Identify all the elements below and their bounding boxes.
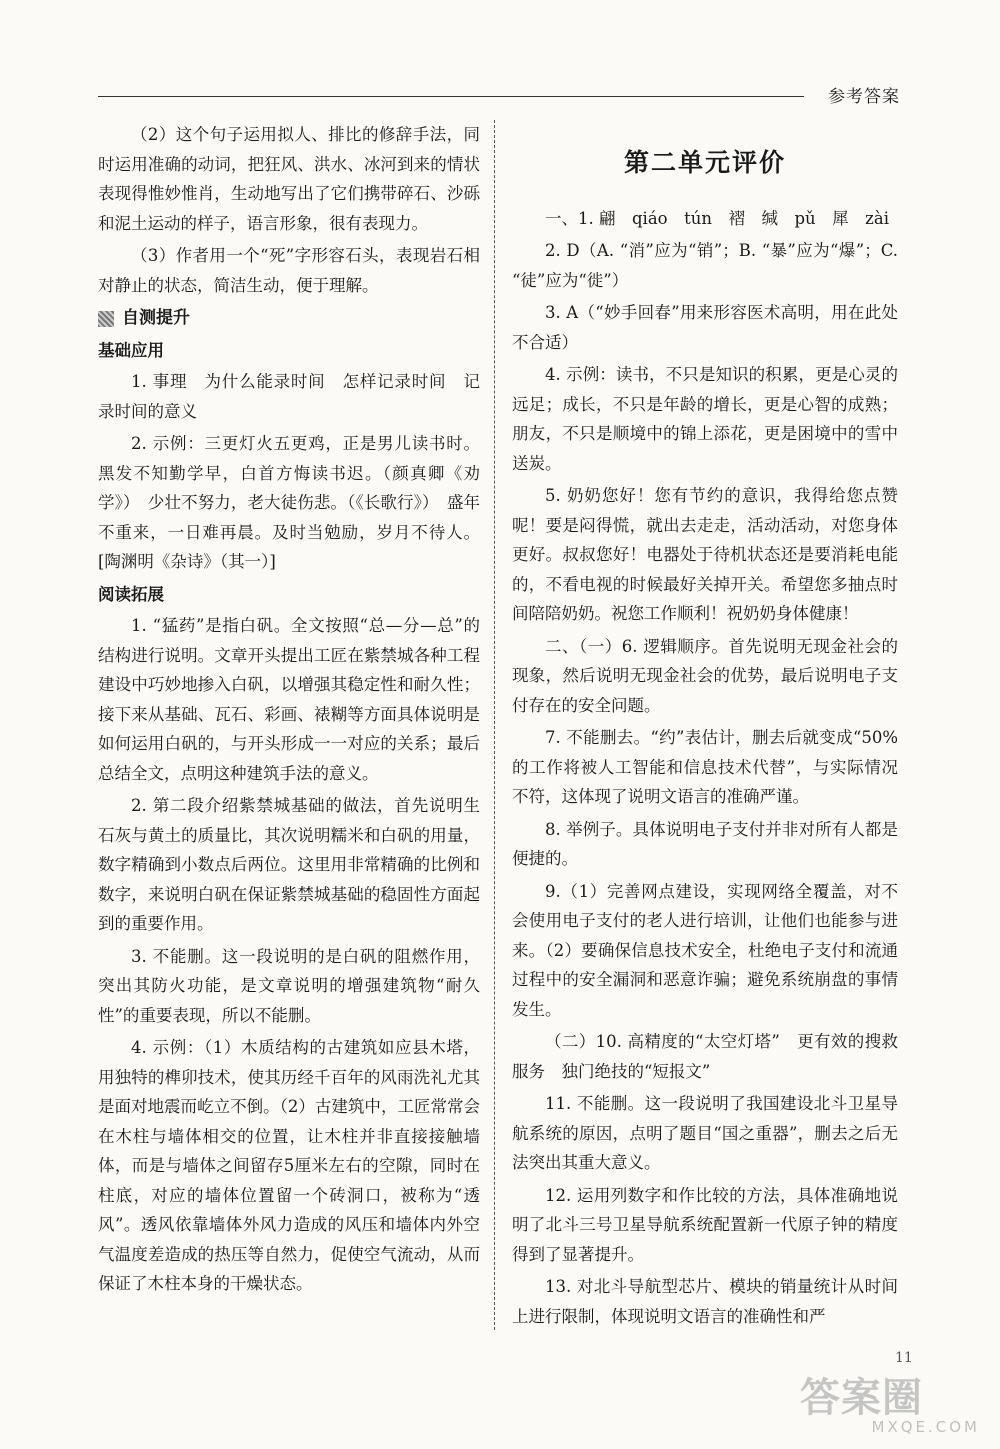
left-column	[98, 120, 480, 1302]
paragraph: 3. 不能删。这一段说明的是白矾的阻燃作用，突出其防火功能，是文章说明的增强建筑物“耐久性”的重要表现，所以不能删。	[98, 946, 480, 1025]
paragraph: 11. 不能删。这一段说明了我国建设北斗卫星导航系统的原因，点明了题目“国之重器”，删去之后无法突出其重大意义。	[512, 1094, 898, 1172]
section-heading	[98, 304, 480, 334]
watermark-main: 答案圈	[800, 1375, 923, 1421]
paragraph: （2）这个句子运用拟人、排比的修辞手法，同时运用准确的动词，把狂风、洪水、冰河到来的情状表现得惟妙惟肖，生动地写出了它们携带碎石、沙砾和泥土运动的样子，语言形象，很有表现力。	[98, 125, 480, 233]
paragraph: 13. 对北斗导航型芯片、模块的销量统计从时间上进行限制，体现说明文语言的准确性和严	[512, 1277, 898, 1326]
paragraph: 2. 第二段介绍紫禁城基础的做法，首先说明生石灰与黄土的质量比，其次说明糯米和白矾的用量，数字精确到小数点后两位。这里用非常精确的比例和数字，来说明白矾在保证紫禁城基础的稳固性方面起到的重要作用。	[98, 796, 480, 933]
paragraph: 二、（一）6. 逻辑顺序。首先说明无现金社会的现象，然后说明无现金社会的优势，最后说明电子支付存在的安全问题。	[512, 636, 898, 715]
column-divider	[494, 120, 495, 1330]
paragraph: 9.（1）完善网点建设，实现网络全覆盖，对不会使用电子支付的老人进行培训，让他们也能参与进来。（2）要确保信息技术安全，杜绝电子支付和流通过程中的安全漏洞和恶意诈骗；避免系统崩盘的事情发生。	[512, 881, 898, 1019]
paragraph: 7. 不能删去。“约”表估计，删去后就变成“50%的工作将被人工智能和信息技术代替”，与实际情况不符，这体现了说明文语言的准确严谨。	[512, 728, 898, 806]
subheading-basic: 基础应用	[98, 340, 164, 360]
header-title: 参考答案	[828, 87, 900, 107]
page-header	[98, 80, 900, 114]
section-heading-label: 自测提升	[122, 308, 190, 328]
page-number: 11	[895, 1350, 913, 1366]
watermark-logo	[800, 1375, 990, 1440]
paragraph: 1. “猛药”是指白矾。全文按照“总—分—总”的结构进行说明。文章开头提出工匠在紫禁城各种工程建设中巧妙地掺入白矾，以增强其稳定性和耐久性；接下来从基础、瓦石、彩画、裱糊等方面具体说明是如何运用白矾的，与开头形成一一对应的关系；最后总结全文，点明这种建筑手法的意义。	[98, 616, 480, 783]
paragraph: （二）10. 高精度的“太空灯塔” 更有效的搜救服务 独门绝技的“短报文”	[512, 1032, 898, 1081]
paragraph: 1. 事理 为什么能录时间 怎样记录时间 记录时间的意义	[98, 372, 480, 421]
paragraph: 12. 运用列数字和作比较的方法，具体准确地说明了北斗三号卫星导航系统配置新一代原子钟的精度得到了显著提升。	[512, 1185, 898, 1264]
right-column	[512, 120, 898, 1334]
subheading-reading: 阅读拓展	[98, 584, 164, 604]
paragraph: 2. 示例：三更灯火五更鸡，正是男儿读书时。黑发不知勤学早，白首方悔读书迟。（颜真卿《劝学》） 少壮不努力，老大徒伤悲。（《长歌行》） 盛年不重来，一日难再晨。及时当勉励，岁月不待人。[陶渊明《杂诗》（其一）]	[98, 434, 480, 571]
paragraph: 5. 奶奶您好！您有节约的意识，我得给您点赞呢！要是闷得慌，就出去走走，活动活动，对您身体更好。叔叔您好！电器处于待机状态还是要消耗电能的，不看电视的时候最好关掉开关。希望您多抽点时间陪陪奶奶。祝您工作顺利！祝奶奶身体健康！	[512, 486, 898, 623]
paragraph: 8. 举例子。具体说明电子支付并非对所有人都是便捷的。	[512, 819, 898, 868]
watermark-sub: MXQE.COM	[871, 1418, 980, 1436]
header-rule	[98, 96, 804, 97]
paragraph: 4. 示例：（1）木质结构的古建筑如应县木塔，用独特的榫卯技术，使其历经千百年的风雨洗礼尤其是面对地震而屹立不倒。（2）古建筑中，工匠常常会在木柱与墙体相交的位置，让木柱并非直接接触墙体，而是与墙体之间留存5厘米左右的空隙，同时在柱底，对应的墙体位置留一个砖洞口，被称为“透风”。透风依靠墙体外风力造成的风压和墙体内外空气温度差造成的热压等自然力，促使空气流动，从而保证了木柱本身的干燥状态。	[98, 1038, 480, 1293]
paragraph: 一、1. 翩 qiáo tún 褶 缄 pǔ 犀 zài	[545, 208, 889, 228]
paragraph: （3）作者用一个“死”字形容石头，表现岩石相对静止的状态，简洁生动，便于理解。	[98, 246, 480, 295]
section-marker-icon	[98, 311, 114, 327]
paragraph: 4. 示例：读书，不只是知识的积累，更是心灵的远足；成长，不只是年龄的增长，更是心智的成熟；朋友，不只是顺境中的锦上添花，更是困境中的雪中送炭。	[512, 365, 898, 473]
unit-title: 第二单元评价	[623, 148, 786, 177]
paragraph: 3. A（“妙手回春”用来形容医术高明，用在此处不合适）	[512, 303, 898, 352]
paragraph: 2. D（A. “消”应为“销”；B. “暴”应为“爆”；C. “徒”应为“徙”）	[512, 241, 898, 290]
